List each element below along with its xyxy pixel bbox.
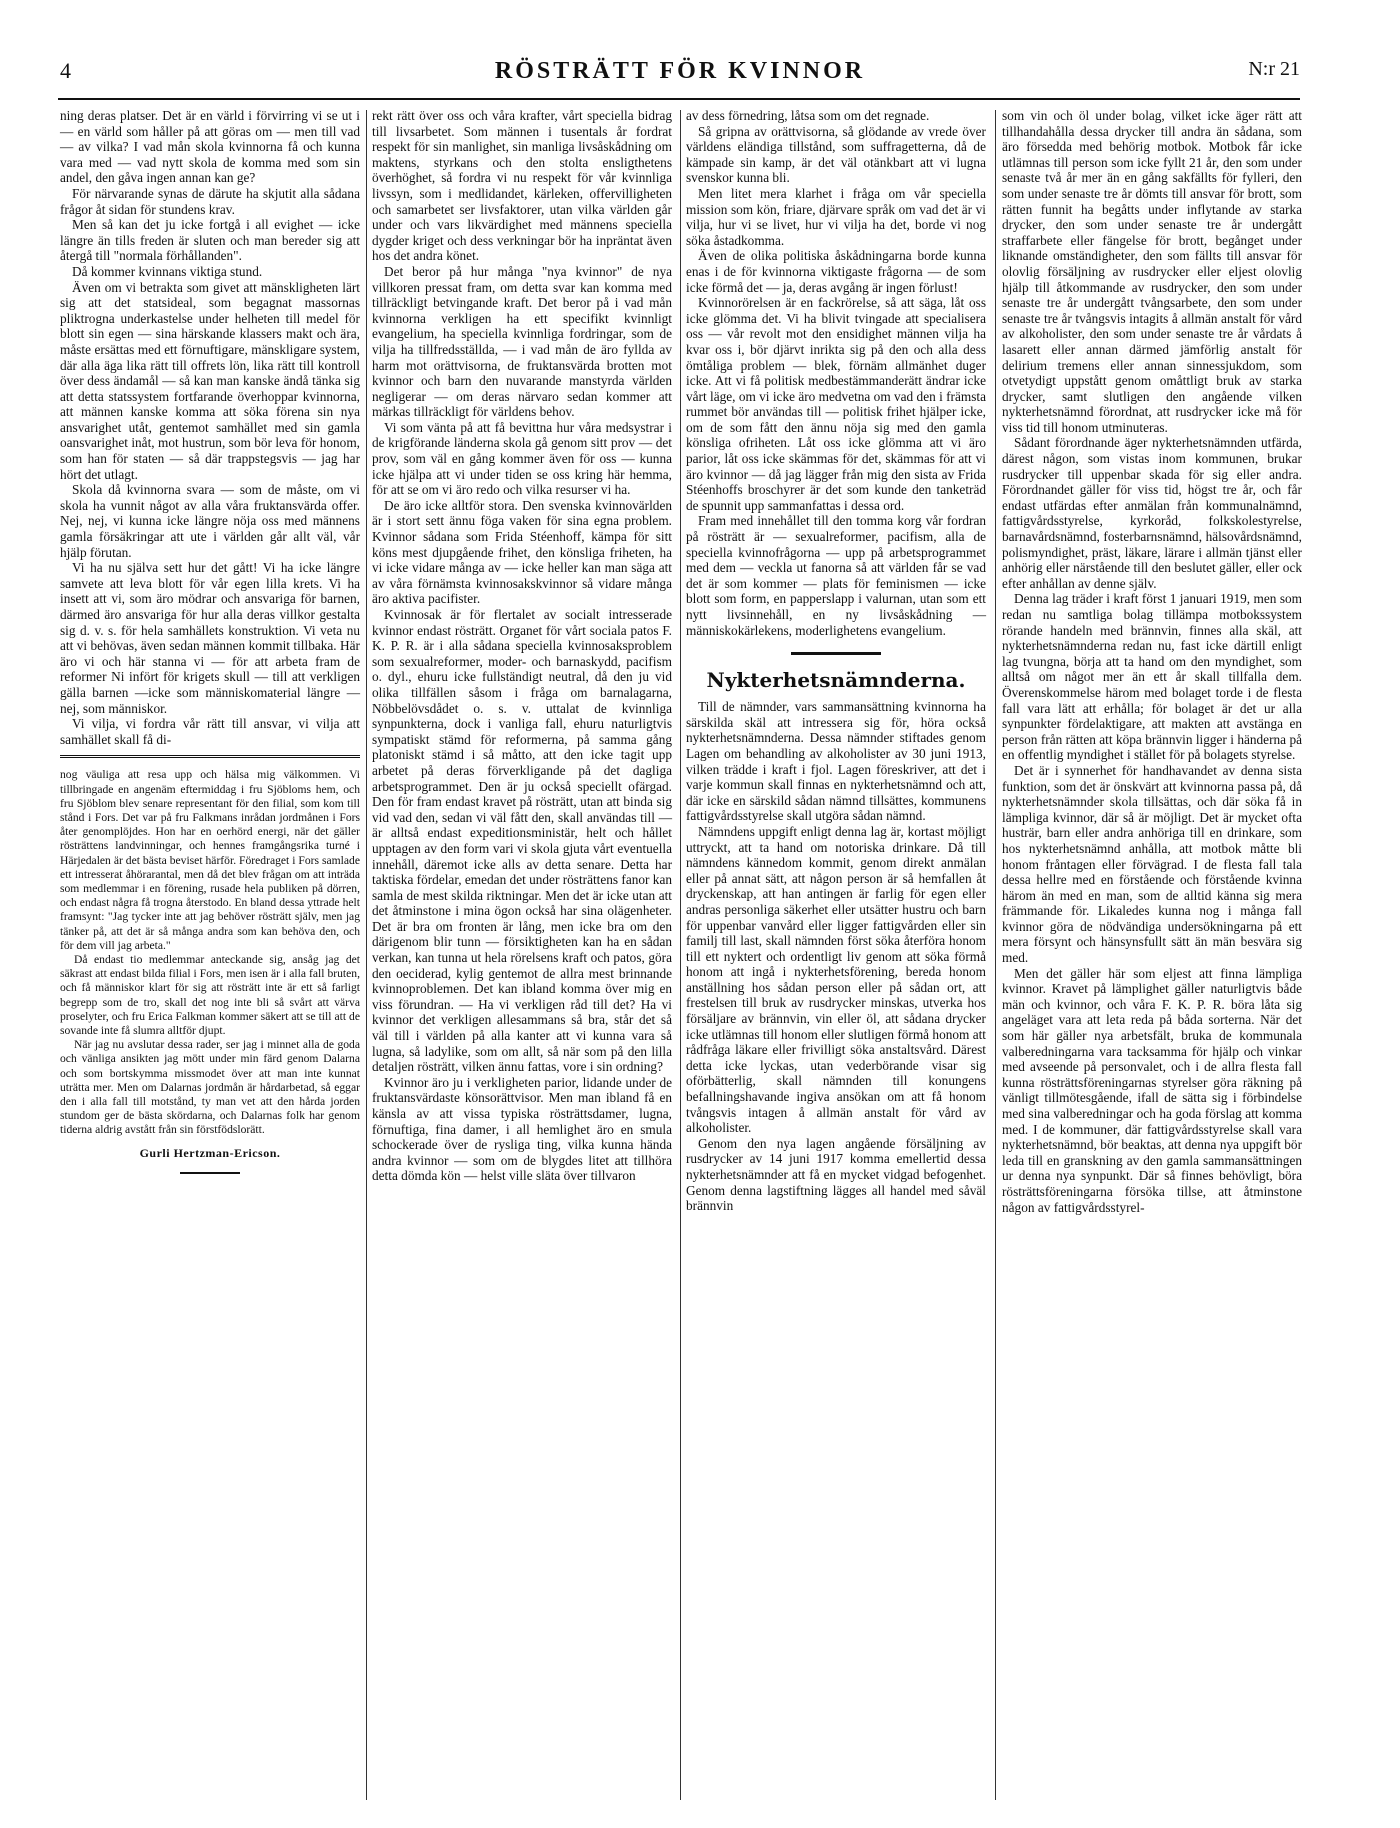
paragraph: För närvarande synas de därute ha skjutit alla sådana frågor åt sidan för stundens krav.	[60, 185, 360, 217]
column-divider	[680, 110, 681, 1800]
paragraph: Vi ha nu själva sett hur det gått! Vi ha icke längre samvete att leva blott för vår egen lilla krets. Vi ha insett att vi, som äro mödrar och ansvariga för barnen, därmed äro ansvariga för hur alla deras villkor gestalta sig d. v. s. för hela samhällets konstruktion. Vi veta nu att vi behövas, även sedan männen kommit tillbaka. Här äro vi och här stanna vi — för att arbeta fram de reformer Ni infört för krigets skull — till att verkligen gälla barnen —icke som människomaterial längre — nej, som människor.	[60, 560, 360, 716]
paragraph: Skola då kvinnorna svara — som de måste, om vi skola ha vunnit något av alla våra fruktansvärda offer. Nej, nej, vi kunna icke längre nöja oss med männens gamla försäkringar att ute i världen går allt väl, vår hjälp förutan.	[60, 482, 360, 560]
paragraph: Det är i synnerhet för handhavandet av denna sista funktion, som det är önskvärt att kvinnorna passa på, då nykterhetsnämnder skola tillsättas, och där söka få in lämpliga kvinnor, där så är möjligt. Det är mycket ofta husträr, barn eller andra anhöriga till en drinkare, som hos nykterhetsnämnd anhålla, att motbok måtte bli honom fråntagen eller förvägrad. I de flesta fall tala dessa hellre med en förstående och förstående kvinna härom än med en man, som de alltid känna sig mera främmande för. Likaledes kunna nog i många fall kvinnor göra de nödvändiga undersökningarna på ett mera försynt och hänsynsfullt sätt än män besvära sig med.	[1002, 762, 1302, 966]
paragraph: Även de olika politiska åskådningarna borde kunna enas i de för kvinnorna viktigaste frågorna — de som icke förmå det — ja, deras avgång är ingen förlust!	[686, 248, 986, 295]
paragraph: Vi vilja, vi fordra vår rätt till ansvar, vi vilja att samhället skall få di-	[60, 716, 360, 747]
paragraph: De äro icke alltför stora. Den svenska kvinnovärlden är i stort sett ännu föga vaken för sina egna problem. Kvinnor sådana som Frida Stéenhoff, kämpa för sitt köns mest djupgående frihet, den könsliga friheten, ha vi icke vidare många av — icke heller kan man säga att av våra förnämsta kvinnosakskvinnor så vidare många äro aktiva pacifister.	[372, 497, 672, 607]
column-divider	[366, 110, 367, 1800]
column-1	[60, 108, 360, 1174]
article-heading: Nykterhetsnämnderna.	[706, 668, 966, 693]
paragraph: Men det gäller här som eljest att finna lämpliga kvinnor. Kravet på lämplighet gäller naturligtvis både män och kvinnor, och våra F. K. P. R. böra låta sig angeläget vara att leta reda på båda sorterna. När det som här gäller nya arbetsfält, bruka de kommunala valberedningarna vara tacksamma för hjälp och vinkar med avseende på personvalet, och i de allra flesta fall kunna rösträttsföreningarnas styrelser göra räkning på vänligt tillmötesgående, ifall de sätta sig i förbindelse med sina valberedningar och ha goda förslag att komma med. I de kommuner, där fattigvårdsstyrelse skall vara nykterhetsnämnd, bör beaktas, att denna nya uppgift bör leda till en granskning av den gamla sammansättningen ur denna nya synpunkt. Där så finnes behövligt, böra rösträttsföreningarna försöka tillse, att åtminstone någon av fattigvårdsstyrel-	[1002, 965, 1302, 1215]
article-divider	[791, 652, 881, 655]
header-rule	[58, 98, 1300, 100]
paragraph: Även om vi betrakta som givet att mänskligheten lärt sig att det statsideal, som begagnat massornas pliktrogna underkastelse under helheten till medel för blott sin egen — sina härskande klassers makt och ära, måste ersättas med ett förnuftigare, mänskligare system, där alla äga lika rätt till offrets lön, lika rätt till kontroll över dess ändamål — så kan man kanske ändå tänka sig att detta statssystem fortfarande överhoppar kvinnorna, att männen kanske komma att söka förena sin nya ansvarighet utåt, gentemot samhället med sin gamla oansvarighet inåt, mot hustrun, som bör leva för honom, som han för staten — så där trappstegsvis — jag har hört det utlagt.	[60, 279, 360, 482]
paragraph: När jag nu avslutar dessa rader, ser jag i minnet alla de goda och vänliga ansikten jag mött under min färd genom Dalarna och som bortskymma missmodet över att man inte kunnat uträtta mer. Men om Dalarnas jordmån är hårdarbetad, så eggar den i alla fall till motstånd, ty man vet att den hårda jorden stundom ger de bästa skördarna, och Dalarnas folk har genom tiderna aldrig avstått från sin förstfödslorätt.	[60, 1038, 360, 1137]
paragraph: Då kommer kvinnans viktiga stund.	[72, 263, 263, 279]
paragraph: Denna lag träder i kraft först 1 januari 1919, men som redan nu samtliga bolag tillämpa motbokssystem rörande handeln med brännvin, finnes alla skäl, att nykterhetsnämnderna redan nu, fast icke därtill enligt lag tvungna, börja att ta hand om den myndighet, som alltså om något mer än ett år skall tillfalla dem. Överenskommelse härom med bolaget torde i de flesta fall vara lätt att erhålla; för bolaget är det ur alla synpunkter fördelaktigare, att makten att avstänga en person från rätten att köpa brännvin ligger i händerna på en offentlig myndighet i stället för på bolagets styrelse.	[1002, 591, 1302, 763]
paragraph: Så gripna av orättvisorna, så glödande av vrede över världens eländiga tillstånd, som suffragetterna, då de kämpade sin kamp, är det väl otänkbart att vi lugna svenskor kunna bli.	[686, 123, 986, 186]
paragraph: av dess förnedring, låtsa som om det regnade.	[686, 108, 930, 123]
paragraph: Till de nämnder, vars sammansättning kvinnorna ha särskilda skäl att intressera sig för, höra också nykterhetsnämnderna. Dessa nämnder stiftades genom Lagen om behandling av alkoholister av 30 juni 1913, vilken trädde i kraft i fjol. Lagen föreskriver, att det i varje kommun skall finnas en nykterhetsnämnd och att, där icke en särskild sådan nämnd tillsättes, kommunens fattigvårdsstyrelse skall utgöra sådan nämnd.	[686, 699, 986, 824]
newspaper-title: RÖSTRÄTT FÖR KVINNOR	[494, 58, 866, 84]
travel-report	[60, 768, 360, 1173]
column-3	[686, 108, 986, 1214]
paragraph: ning deras platser. Det är en värld i förvirring vi se ut i — en värld som håller på att göras om — men till vad — av vilka? I vad mån skola kvinnorna få och kunna vara med — vad nytt skola de komma med som sin andel, den gåva ingen annan kan ge?	[60, 108, 360, 186]
end-rule	[180, 1172, 240, 1174]
paragraph: Sådant förordnande äger nykterhetsnämnden utfärda, därest någon, som vistas inom kommunen, brukar rusdrycker till uppenbar skada för sig eller andra. Förordnandet gäller för viss tid, högst tre år, och får endast utfärdas efter anmälan från kommunalnämnd, fattigvårdsstyrelse, kyrkoråd, folkskolestyrelse, barnavårdsnämnd, fosterbarnsnämnd, hälsovårdsnämnd, polismyndighet, präst, läkare, lärare i allmän tjänst eller anhörig eller närstående till den beslutet gäller, eller ock efter anhållan av denne själv.	[1002, 435, 1302, 591]
paragraph: Kvinnorörelsen är en fackrörelse, så att säga, låt oss icke glömma det. Vi ha blivit tvingade att specialisera oss — vår revolt mot den ensidighet männen vilja ha kvar oss i, bör djärvt inrikta sig på den och alla dess ömtåliga problem — blek, förnäm allmänhet duger icke. Att vi få politisk medbestämmanderätt ändrar icke vårt läge, om vi icke äro medvetna om vad den i främsta rummet bör användas till — politisk frihet hjälper icke, om de som fått den ännu nöja sig med den gamla könsliga ofriheten. Låt oss icke glömma att vi äro parior, låt oss icke skämmas för det, skämmas för att vi äro kvinnor — då jag lägger från mig den sista av Frida Stéenhoffs broschyrer är det som kunde den tanketräd de spunnit upp sammanfattas i dessa ord.	[686, 295, 986, 513]
paragraph: Fram med innehållet till den tomma korg vår fordran på rösträtt är — sexualreformer, pacifism, alla de speciella kvinnofrågorna — upp på arbetsprogrammet med dem — veckla ut fanorna så att världen får se vad det är som kommer — plats för feminismen — icke blott som form, en papperslapp i valurnan, utan som ett nytt livsinnehåll, en ny livsåskådning — människokärlekens, moderlighetens evangelium.	[686, 513, 986, 638]
paragraph: Men litet mera klarhet i fråga om vår speciella mission som kön, friare, djärvare språk om vad det är vi vilja, hur vi se livet, hur vi vilja ha det, borde vi nog söka åstadkomma.	[686, 185, 986, 248]
paragraph: Men så kan det ju icke fortgå i all evighet — icke längre än tills freden är sluten och man bereder sig att återgå till "normala förhållanden".	[60, 217, 360, 264]
column-divider	[995, 110, 996, 1800]
paragraph: Kvinnosak är för flertalet av socialt intresserade kvinnor endast rösträtt. Organet för vårt sociala patos F. K. P. R. är i alla sådana speciella kvinnosaksproblem som sexualreformer, moder- och barnaskydd, pacifism o. dyl., ehuru icke fullständigt neutral, då den ju vid olika tillfällen såsom i fråga om barnalagarna, Nöbbelövsdådet o. s. v. uttalat de kvinnliga synpunkterna, dock i vanliga fall, ehuru naturligtvis sympatiskt stämd för reformerna, på samma gång platoniskt stämd i så måtto, att den icke tagit upp arbetet på deras förverkligande på det dagliga arbetsprogrammet. Den är ju också speciellt ofärgad. Den för fram endast kravet på rösträtt, utan att binda sig vid vad den, sedan vi väl fått den, skall användas till — är alltså endast expeditionsministär, helt och hållet upptagen av den form vari vi skola gjuta vårt eventuella innehåll, däremot icke alls av detta senare. Detta har taktiska fördelar, emedan det under rösträttens fanor kan samla de mest skilda riktningar. Men det är icke utan att det åtminstone i mina ögon också har sina olägenheter. Det är bra om fronten är lång, men icke bra om den därigenom blir tunn — försiktigheten kan ha en sådan verkan, kan tunna ut hela rörelsens kraft och patos, göra den oeciderad, kylig gentemot de allra mest brinnande kvinnoproblemen. Det kan ibland komma över mig en viss förundran. — Ha vi verkligen råd till det? Ha vi kvinnor det verkligen allesammans så bra, står det så väl till i världen på alla kanter att vi kunna vara så lugna, så ladylike, som om allt, så när som på den lilla detaljen rösträtt, vilken ännu fattas, vore i sin ordning?	[372, 607, 673, 1075]
paragraph: nog väuliga att resa upp och hälsa mig välkommen. Vi tillbringade en angenäm eftermiddag i fru Sjöbloms hem, och fru Sjöblom blev senare representant för den filial, som kom till stånd i Fors. Det var på fru Falkmans inrådan jordmånen i Fors åter genomplöjdes. Hon har en oerhörd energi, när det gäller rösträttens landvinningar, och hennes framgångsrika turné i Härjedalen är det bästa beviset härför. Föredraget i Fors samlade ett intresserat åhörarantal, men då det blev frågan om att inträda som medlemmar i en förening, rusade hela publiken på dörren, och endast några få trogna återstodo. En bland dessa yttrade helt framsynt: "Jag tycker inte att jag behöver rösträtt själv, men jag tänker på, att det är så många andra som kan behöva den, och för dem vill jag arbeta."	[60, 768, 360, 952]
paragraph: Kvinnor äro ju i verkligheten parior, lidande under de fruktansvärdaste könsorättvisor. Men man ibland få en känsla av att vissa typiska rösträttsdamer, lugna, förnuftiga, fina damer, i all hemlighet äro en smula schockerade över de rysliga ting, vilka kunna hända andra kvinnor — som om de blygdes litet att tillhöra detta dömda kön — helst ville släta över tillvaron	[372, 1074, 672, 1184]
issue-number: N:r 21	[1248, 58, 1300, 80]
paragraph: Då endast tio medlemmar anteckande sig, ansåg jag det säkrast att endast bilda filial i Fors, men isen är i alla fall bruten, och få människor klart för sig att rösträtt inte är ett så farligt begrepp som de tro, skall det nog inte bli så svårt att värva proselyter, och fru Erica Falkman kommer säkert att se till att de sovande inte få slumra alltför djupt.	[60, 952, 360, 1037]
paragraph: som vin och öl under bolag, vilket icke äger rätt att tillhandahålla dessa drycker till andra än sådana, som äro försedda med behörig motbok. Motbok får icke utlämnas till person som icke fyllt 21 år, den som under senaste två år mer än en gång sakfällts för fylleri, den som under senaste tre år dömts till ansvar för brott, som rätten funnit ha begåtts under inflytande av starka drycker, den som under senaste tre år undergått straffarbete eller fängelse för brott, begånget under liknande omständigheter, den som fällts till ansvar för olovlig försäljning av rusdrycker eller eljest olovlig hjälp till åtkommande av rusdrycker, den som under senaste tre år undergått tvångsarbete, den som under senaste tre år tvångsvis intagits å allmän anstalt för vård av alkoholister, den som under senaste tre år vårdats å lasarett eller annan därmed jämförlig anstalt för delirium tremens eller annan sinnessjukdom, som otvetydigt uppstått genom omåttligt bruk av starka drycker, samt slutligen den angående vilken nykterhetsnämnd förordnat, att rusdrycker icke må för viss tid till honom utminuteras.	[1002, 108, 1302, 435]
paragraph: Genom den nya lagen angående försäljning av rusdrycker av 14 juni 1917 komma emellertid dessa nykterhetsnämnder att få en mycket vidgad befogenhet. Genom denna lagstiftning lägges all handel med såväl brännvin	[686, 1135, 986, 1214]
paragraph: Nämndens uppgift enligt denna lag är, kortast möjligt uttryckt, att ta hand om notoriska drinkare. Då till nämndens kännedom kommit, genom direkt anmälan eller på annat sätt, att någon person är så hemfallen åt dryckenskap, att han antingen är farlig för egen eller andras personliga säkerhet eller utsätter hustru och barn för uppenbar vanvård eller ligger fattigvården eller sin familj till last, skall nämnden först söka återföra honom till ett nyktert och ordentligt liv genom att söka förmå honom att ingå i nykterhetsförening, bereda honom anställning hos sådan person eller på sådan ort, att frestelsen till bruk av rusdrycker minskas, utverka hos försäljare av brännvin, vin eller öl, att sådana drycker icke utlämnas till honom eller slutligen förmå honom att rådfråga läkare eller frivilligt söka anstaltsvård. Därest detta icke lyckas, utan vederbörande visar sig oförbätterlig, skall nämnden till konungens befallningshavande ingiva ansökan om att få honom tvångsvis intagen å allmän anstalt för vård av alkoholister.	[686, 823, 986, 1136]
column-2	[372, 108, 672, 1184]
paragraph: Det beror på hur många "nya kvinnor" de nya villkoren pressat fram, om detta svar kan komma med tillräckligt betvingande kraft. Det beror på i vad mån kvinnorna verkligen ha ett specifikt kvinnligt evangelium, ha speciella kvinnliga fordringar, som de vilja ha tillfredsställda, — i vad mån de äro fyllda av harm mot orättvisorna, de fruktansvärda brotten mot kvinnor och barn den nuvarande manstyrda världen negligerar — om deras närvaro sedan kommer att märkas tillräckligt för världens behov.	[372, 263, 672, 420]
paragraph: Vi som vänta på att få bevittna hur våra medsystrar i de krigförande länderna skola gå genom sitt prov — det prov, som väl en gång kommer även för oss — kunna icke hjälpa att vi under tiden se oss kring här hemma, för att se om vi äro redo och vilka resurser vi ha.	[372, 419, 672, 498]
section-divider	[60, 755, 360, 758]
page-header	[60, 58, 1300, 102]
page-number: 4	[60, 58, 71, 83]
column-4	[1002, 108, 1302, 1215]
author-signature: Gurli Hertzman-Ericson.	[139, 1145, 281, 1160]
paragraph: rekt rätt över oss och våra krafter, vårt speciella bidrag till livsarbetet. Som männen i tusentals år fordrat respekt för sin manlighet, sin manliga livsåskådning om maktens, styrkans och den stolta ensligthetens överhöghet, så fordra vi nu respekt för vår kvinnliga livssyn, som i medlidandet, kärleken, offervilligheten och samarbetet ser livsfaktorer, utan vilka världen går under och vars likvärdighet med männens speciella dygder kriget och dess verkningar bör ha inpräntat även hos det andra könet.	[372, 108, 672, 264]
